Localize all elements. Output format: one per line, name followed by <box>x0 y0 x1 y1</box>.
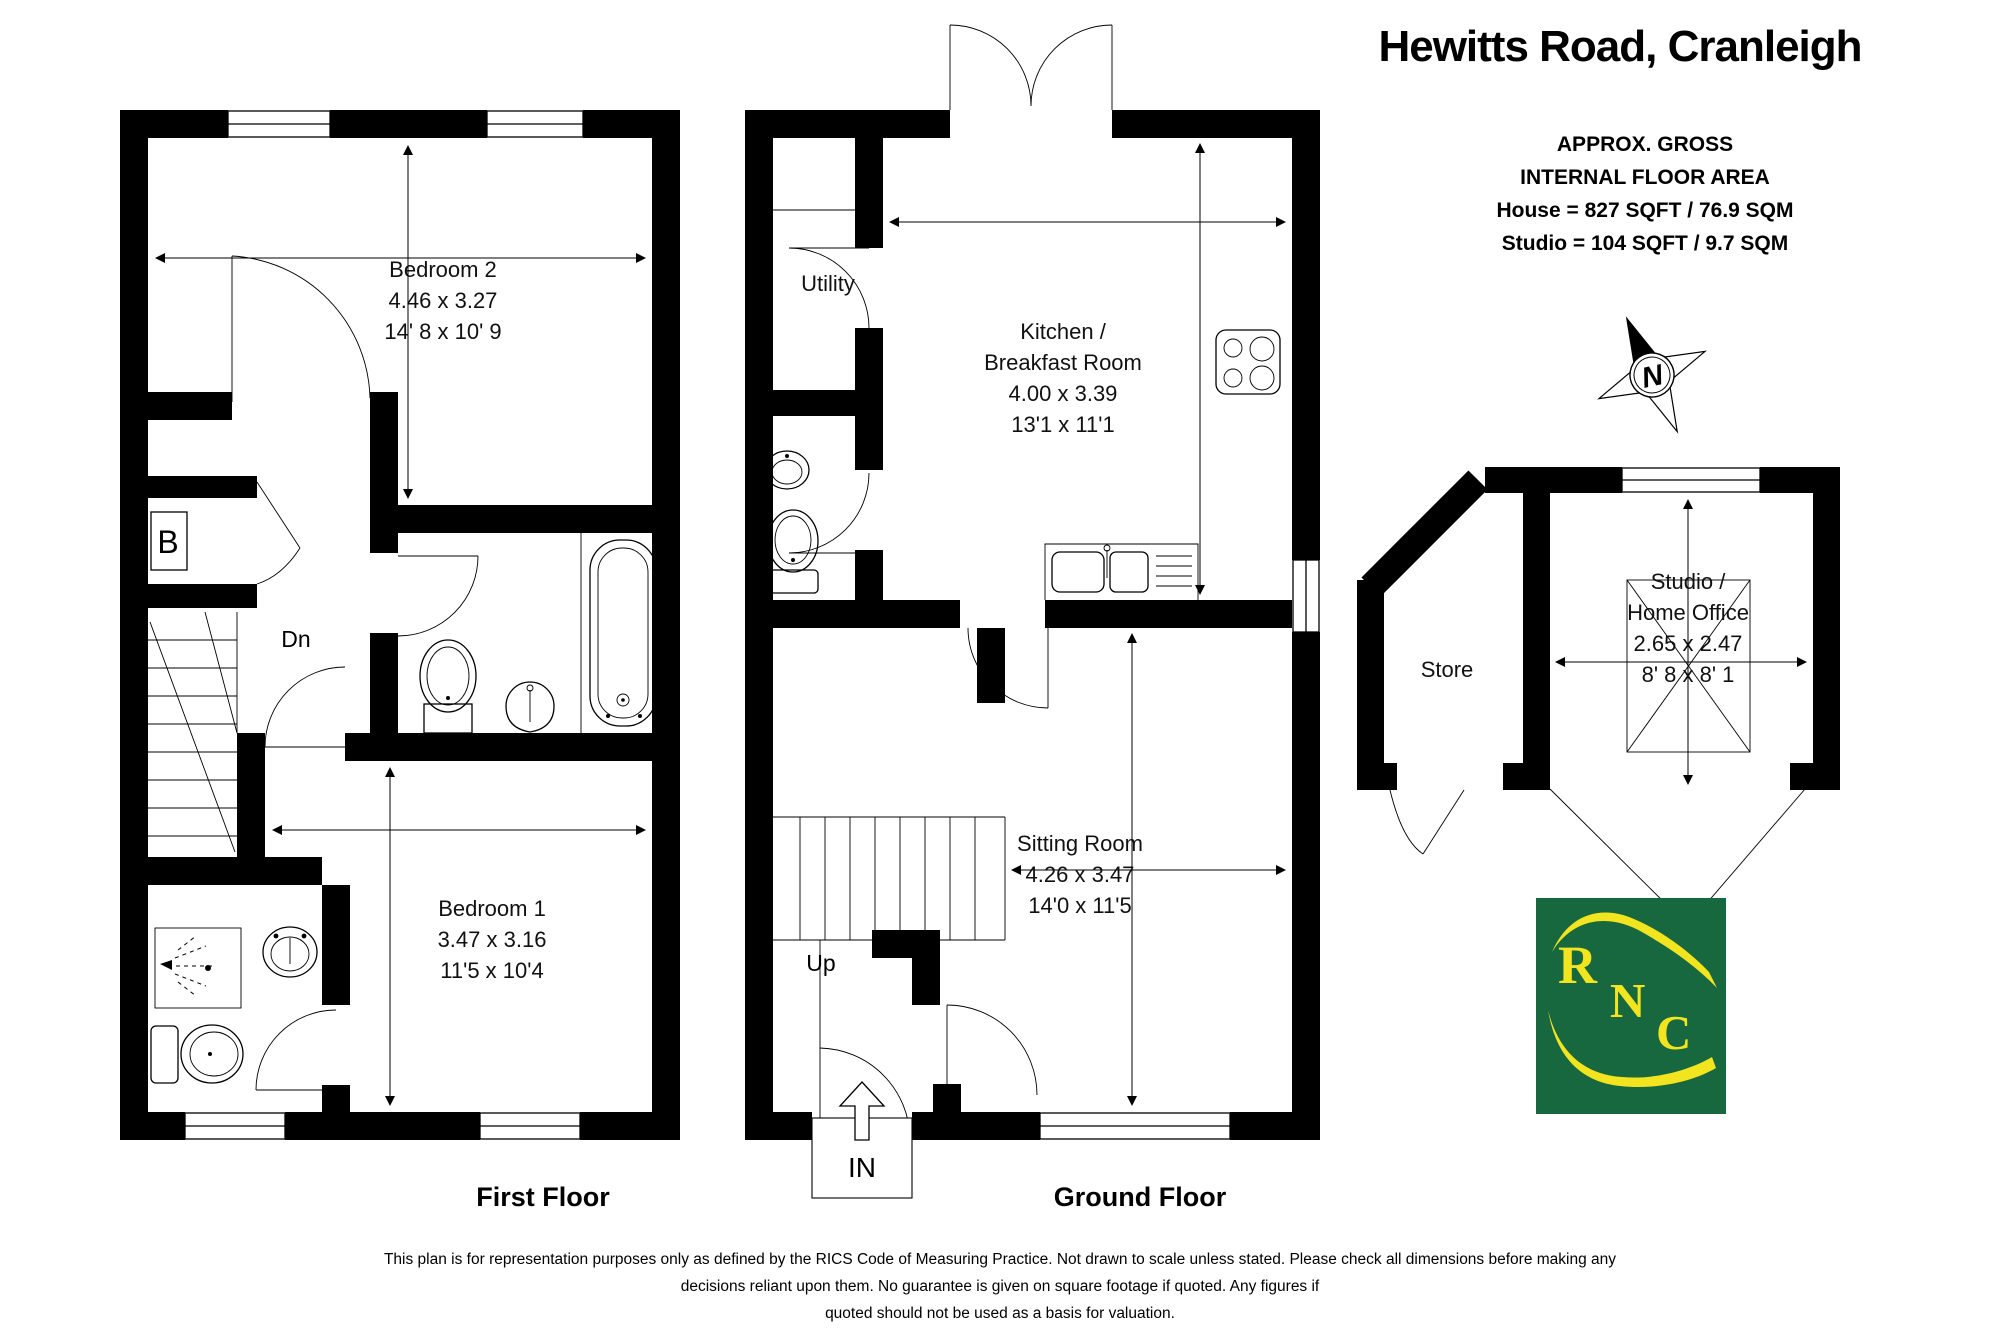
bathtub-icon <box>581 533 656 733</box>
logo-letter-r: R <box>1558 935 1597 995</box>
toilet-icon <box>420 640 476 733</box>
french-doors <box>950 25 1112 110</box>
compass-icon <box>1574 295 1730 455</box>
disclaimer: This plan is for representation purposes only as defined by the RICS Code of Measuring Practice. Not drawn to scale unless stated. Please check all dimensions before making any decisions reliant upon them. No guarantee is given on square footage if quoted. Any figures if quoted should not be used as a basis for valuation. <box>383 1251 1617 1322</box>
stairs-first-floor <box>148 612 237 852</box>
room-label-studio: Studio / Home Office 2.65 x 2.47 8' 8 x 8' 1 <box>1627 569 1749 687</box>
room-label-kitchen: Kitchen / Breakfast Room 4.00 x 3.39 13'1 x 11'1 <box>984 319 1142 437</box>
sink-icon <box>263 927 317 977</box>
stairs-down-label: Dn <box>281 626 311 652</box>
page-title: Hewitts Road, Cranleigh <box>1378 22 1862 71</box>
room-label-bedroom1: Bedroom 1 3.47 x 3.16 11'5 x 10'4 <box>437 896 547 983</box>
studio-plan <box>1357 467 1840 922</box>
agency-logo <box>1536 898 1726 1114</box>
compass-north-label: N <box>1638 359 1666 395</box>
boiler-label: B <box>157 524 179 560</box>
toilet-icon <box>151 1025 243 1083</box>
first-floor-caption: First Floor <box>476 1182 610 1212</box>
door <box>1390 790 1464 854</box>
logo-letter-n: N <box>1610 973 1646 1028</box>
toilet-icon <box>768 510 818 593</box>
hob-icon <box>1216 330 1280 394</box>
stairs-up-label: Up <box>806 950 836 976</box>
room-label-sitting-room: Sitting Room 4.26 x 3.47 14'0 x 11'5 <box>1017 831 1143 918</box>
ground-floor-plan <box>745 25 1320 1198</box>
floor-area-summary: APPROX. GROSS INTERNAL FLOOR AREA House = 827 SQFT / 76.9 SQM Studio = 104 SQFT / 9.7 SQM <box>1496 133 1794 255</box>
sink-icon <box>506 682 554 732</box>
kitchen-sink-icon <box>1045 544 1198 600</box>
logo-letter-c: C <box>1656 1005 1692 1060</box>
shower-icon <box>155 928 241 1008</box>
window <box>1622 467 1760 493</box>
room-label-bedroom2: Bedroom 2 4.46 x 3.27 14' 8 x 10' 9 <box>384 257 502 344</box>
room-label-store: Store <box>1420 657 1474 682</box>
ground-floor-caption: Ground Floor <box>1053 1182 1227 1212</box>
room-label-utility: Utility <box>801 271 855 296</box>
entrance-label: IN <box>848 1152 876 1183</box>
